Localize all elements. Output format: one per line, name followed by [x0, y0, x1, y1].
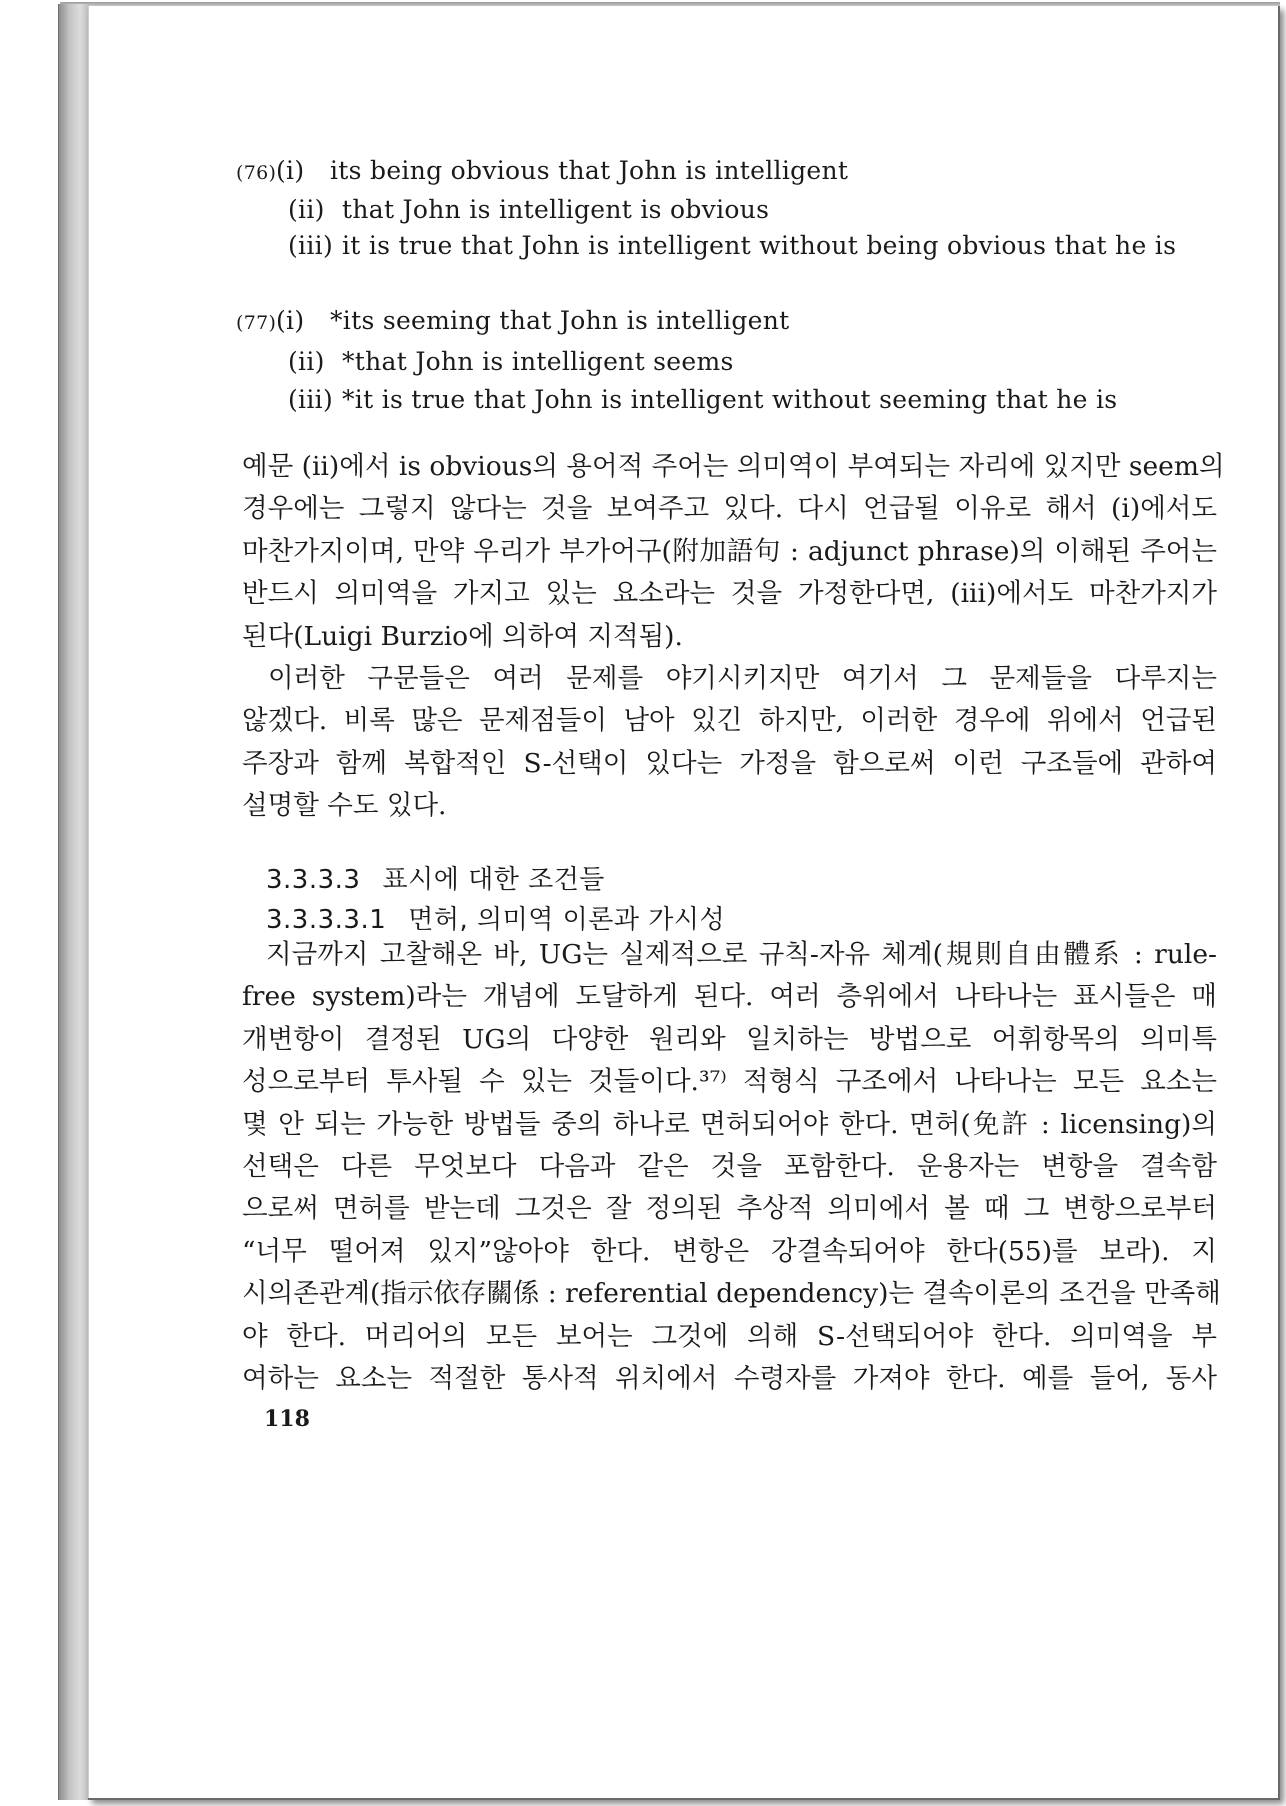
example-roman: (iii) [288, 231, 333, 260]
section-heading-3-3-3-3 [266, 859, 605, 896]
paragraph-line: 성으로부터 투사될 수 있는 것들이다.³⁷⁾ 적형식 구조에서 나타나는 모든 요소는 [242, 1066, 1217, 1098]
paragraph-line: 여하는 요소는 적절한 통사적 위치에서 수령자를 가져야 한다. 예를 들어, 동사 [242, 1363, 1217, 1395]
section-heading-3-3-3-3-1 [266, 899, 725, 936]
example-text: its being obvious that John is intelligent [330, 156, 849, 185]
paragraph-line: 이러한 구문들은 여러 문제를 야기시키지만 여기서 그 문제들을 다루지는 [268, 663, 1217, 694]
book-spine [58, 4, 89, 1800]
paragraph-line: 주장과 함께 복합적인 S-선택이 있다는 가정을 함으로써 이런 구조들에 관하여 [242, 747, 1217, 779]
section-title: 표시에 대한 조건들 [382, 865, 605, 895]
section-number: 3.3.3.3.1 [266, 905, 387, 935]
example-text: that John is intelligent is obvious [342, 195, 770, 224]
book-page [88, 6, 1280, 1800]
section-number: 3.3.3.3 [266, 865, 361, 895]
example-roman: (i) [276, 306, 305, 335]
example-text: it is true that John is intelligent without being obvious that he is [342, 231, 1177, 260]
paragraph-line: free system)라는 개념에 도달하게 된다. 여러 층위에서 나타나는 표시들은 매 [242, 981, 1217, 1013]
example-77-iii [288, 385, 1117, 414]
paragraph-line: 않겠다. 비록 많은 문제점들이 남아 있긴 하지만, 이러한 경우에 위에서 언급된 [242, 705, 1217, 737]
paragraph-line: 야 한다. 머리어의 모든 보어는 그것에 의해 S-선택되어야 한다. 의미역을 부 [242, 1320, 1217, 1352]
paragraph-line: 마찬가지이며, 만약 우리가 부가어구(附加語句 : adjunct phrase)의 이해된 주어는 [242, 535, 1217, 567]
example-roman: (i) [276, 156, 305, 185]
paragraph-line: 몇 안 되는 가능한 방법들 중의 하나로 면허되어야 한다. 면허(免許 : licensing)의 [242, 1108, 1217, 1140]
example-roman: (ii) [288, 195, 325, 224]
section-title: 면허, 의미역 이론과 가시성 [408, 905, 726, 935]
paragraph-1 [242, 446, 1225, 658]
paragraph-2 [242, 658, 1217, 828]
example-number: (76) [236, 162, 277, 184]
paragraph-line: 예문 (ii)에서 is obvious의 용어적 주어는 의미역이 부여되는 자리에 있지만 seem의 [242, 451, 1225, 482]
paragraph-line: “너무 떨어져 있지”않아야 한다. 변항은 강결속되어야 한다(55)를 보라). 지 [242, 1235, 1217, 1267]
paragraph-line: 된다(Luigi Burzio에 의하여 지적됨). [242, 620, 683, 652]
paragraph-line: 설명할 수도 있다. [242, 790, 447, 822]
example-text: *its seeming that John is intelligent [330, 306, 790, 335]
example-roman: (ii) [288, 347, 325, 376]
example-number: (77) [236, 312, 277, 334]
example-76-iii [288, 231, 1176, 260]
paragraph-line: 개변항이 결정된 UG의 다양한 원리와 일치하는 방법으로 어휘항목의 의미특 [242, 1023, 1217, 1055]
example-77-i [236, 306, 790, 335]
example-roman: (iii) [288, 385, 333, 414]
paragraph-line: 반드시 의미역을 가지고 있는 요소라는 것을 가정한다면, (iii)에서도 마찬가지가 [242, 578, 1217, 610]
example-text: *that John is intelligent seems [342, 347, 734, 376]
example-text: *it is true that John is intelligent without seeming that he is [342, 385, 1118, 414]
example-76-i [236, 156, 848, 185]
paragraph-line: 으로써 면허를 받는데 그것은 잘 정의된 추상적 의미에서 볼 때 그 변항으로부터 [242, 1193, 1217, 1225]
paragraph-line: 지금까지 고찰해온 바, UG는 실제적으로 규칙-자유 체계(規則自由體系 : rule- [266, 939, 1217, 970]
paragraph-line: 선택은 다른 무엇보다 다음과 같은 것을 포함한다. 운용자는 변항을 결속함 [242, 1151, 1217, 1183]
paragraph-3 [242, 934, 1221, 1400]
example-77-ii [288, 347, 734, 376]
paragraph-line: 경우에는 그렇지 않다는 것을 보여주고 있다. 다시 언급될 이유로 해서 (i)에서도 [242, 493, 1217, 525]
example-76-ii [288, 195, 769, 224]
paragraph-line: 시의존관계(指示依存關係 : referential dependency)는 결속이론의 조건을 만족해 [242, 1278, 1221, 1310]
page-number: 118 [264, 1406, 310, 1432]
